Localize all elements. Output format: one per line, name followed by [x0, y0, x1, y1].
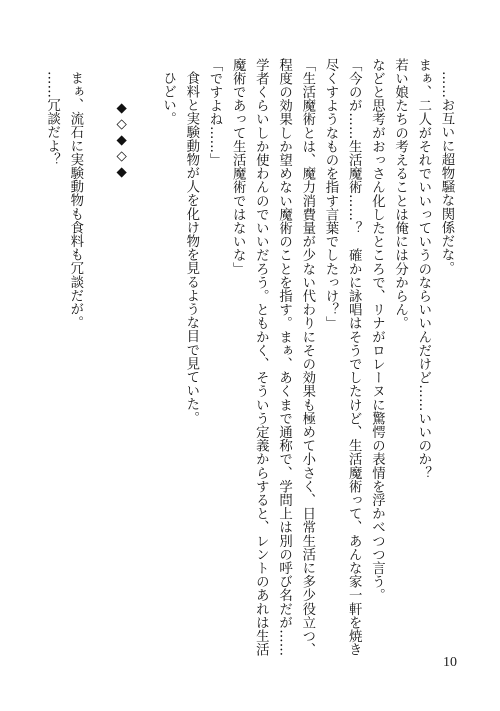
page-number: 10	[443, 655, 457, 670]
text-line: 「生活魔術とは、魔力消費量が少ない代わりにその効果も極めて小さく、日常生活に多少役立つ、	[299, 58, 315, 657]
blank-line	[133, 58, 156, 618]
text-line: 学者くらいしか使わんのでいいだろう。ともかく、そういう定義からすると、レントのあれは生活	[253, 58, 269, 657]
text-line: 程度の効果しか望めない魔術のことを指す。まぁ、あくまで通称で、学問上は別の呼び名だが……	[276, 58, 292, 657]
text-line: 「ですよね……」	[206, 58, 222, 167]
text-line: 若い娘たちの考えることは俺には分からん。	[392, 58, 408, 330]
text-line: ひどい。	[160, 71, 176, 126]
vertical-text-block	[40, 58, 458, 657]
text-line: 食料と実験動物が人を化け物を見るような目で見ていた。	[183, 71, 199, 425]
text-line: 「今のが……生活魔術……？ 確かに詠唱はそうでしたけど、生活魔術って、あんな家一軒を焼き	[346, 58, 362, 657]
scene-separator: ◆◇◆◇◆	[114, 100, 130, 181]
text-line: まぁ、二人がそれでいいっていうのならいいんだけど……いいのか？	[415, 58, 431, 480]
text-line: ……冗談だよ？	[44, 71, 60, 167]
text-line: 尽くすようなものを指す言葉でしたっけ？」	[322, 58, 338, 330]
blank-line	[87, 58, 110, 618]
text-line: まぁ、流石に実験動物も食料も冗談だが。	[67, 71, 83, 330]
text-line: ……お互いに超物騒な関係だな。	[439, 71, 454, 276]
text-line: などと思考がおっさん化したところで、リナがロレーヌに驚愕の表情を浮かべつつ言う。	[369, 58, 385, 602]
text-line: 魔術であって生活魔術ではないな」	[230, 58, 246, 276]
